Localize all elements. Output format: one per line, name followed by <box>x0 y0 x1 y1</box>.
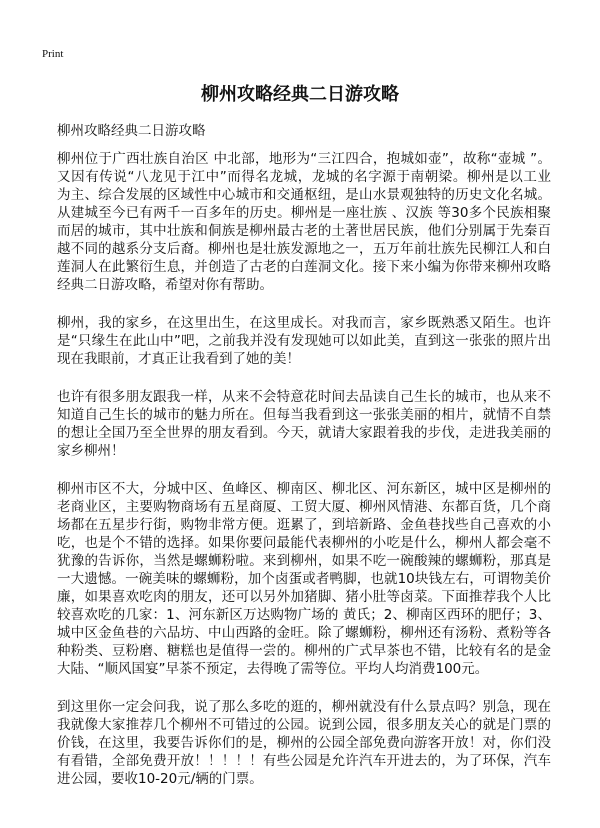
paragraph-line: 场都在五星步行街，购物非常方便。逛累了，到培新路、金鱼巷找些自己喜欢的小 <box>57 517 551 533</box>
paragraph <box>57 388 551 460</box>
paragraph-line: 是“只缘生在此山中”吧，之前我并没有发现她可以如此美，直到这一张张的照片出 <box>57 333 551 349</box>
paragraph-line: 经典二日游攻略，希望对你有帮助。 <box>57 277 273 293</box>
paragraph-line: 柳州，我的家乡，在这里出生，在这里成长。对我而言，家乡既熟悉又陌生。也许 <box>57 315 551 331</box>
paragraph <box>57 150 551 294</box>
page-title: 柳州攻略经典二日游攻略 <box>201 84 399 105</box>
paragraph-line: 价钱，在这里，我要告诉你们的是，柳州的公园全部免费向游客开放！对，你们没 <box>57 735 551 751</box>
paragraph-line: 廉，如果喜欢吃肉的朋友，还可以另外加猪脚、猪小肚等卤菜。下面推荐我个人比 <box>57 589 551 605</box>
paragraph-line: 越不同的越系分支后裔。柳州也是壮族发源地之一，五万年前壮族先民柳江人和白 <box>57 241 551 257</box>
paragraph <box>57 480 551 678</box>
paragraph-line: 有看错，全部免费开放！！！！！有些公园是允许汽车开进去的，为了环保，汽车 <box>57 753 551 769</box>
paragraph-line: 柳州市区不大，分城中区、鱼峰区、柳南区、柳北区、河东新区，城中区是柳州的 <box>57 481 551 497</box>
paragraph-line: 种粉类、豆粉磨、糖糕也是值得一尝的。柳州的广式早茶也不错，比较有名的是金 <box>57 643 551 659</box>
paragraph-line: 老商业区，主要购物商场有五星商厦、工贸大厦、柳州风情港、东都百货，几个商 <box>57 499 551 515</box>
print-link[interactable]: Print <box>42 48 64 60</box>
paragraph-line: 家乡柳州！ <box>57 443 125 459</box>
paragraph-line: 也许有很多朋友跟我一样，从来不会特意花时间去品读自己生长的城市，也从来不 <box>57 389 551 405</box>
paragraph <box>57 314 551 368</box>
paragraph-line: 一大遗憾。一碗美味的螺蛳粉，加个卤蛋或者鸭脚，也就10块钱左右，可谓物美价 <box>57 571 551 587</box>
paragraph-line: 我就像大家推荐几个柳州不可错过的公园。说到公园，很多朋友关心的就是门票的 <box>57 717 551 733</box>
paragraph-line: 进公园，要收10-20元/辆的门票。 <box>57 771 263 787</box>
paragraph-line: 吃，也是个不错的选择。如果你要问最能代表柳州的小吃是什么，柳州人都会毫不 <box>57 535 551 551</box>
paragraph-line: 到这里你一定会问我，说了那么多吃的逛的，柳州就没有什么景点吗？别急，现在 <box>57 699 551 715</box>
paragraph-line: 的想让全国乃至全世界的朋友看到。今天，就请大家跟着我的步伐，走进我美丽的 <box>57 425 551 441</box>
paragraph-line: 城中区金鱼巷的六品坊、中山西路的金旺。除了螺蛳粉，柳州还有汤粉、煮粉等各 <box>57 625 551 641</box>
paragraph-line: 大陆、“顺风国宴”早茶不预定，去得晚了需等位。平均人均消费100元。 <box>57 661 489 677</box>
paragraph-line: 犹豫的告诉你，当然是螺蛳粉啦。来到柳州，如果不吃一碗酸辣的螺蛳粉，那真是 <box>57 553 551 569</box>
paragraph-line: 柳州位于广西壮族自治区 中北部，地形为“三江四合，抱城如壶”，故称“壶城 ”。 <box>57 151 551 167</box>
paragraph-line: 较喜欢吃的几家：1、河东新区万达购物广场的 黄氏；2、柳南区西环的肥仔；3、 <box>57 607 551 623</box>
subtitle: 柳州攻略经典二日游攻略 <box>57 123 206 139</box>
paragraph <box>57 698 551 788</box>
paragraph-line: 现在我眼前，才真正让我看到了她的美！ <box>57 351 300 367</box>
article-body <box>57 150 551 808</box>
paragraph-line: 而居的城市，其中壮族和侗族是柳州最古老的土著世居民族，他们分别属于先秦百 <box>57 223 551 239</box>
paragraph-line: 莲洞人在此繁衍生息，并创造了古老的白莲洞文化。接下来小编为你带来柳州攻略 <box>57 259 551 275</box>
paragraph-line: 为主、综合发展的区域性中心城市和交通枢纽，是山水景观独特的历史文化名城。 <box>57 187 551 203</box>
paragraph-line: 又因有传说“八龙见于江中”而得名龙城，龙城的名字源于南朝梁。柳州是以工业 <box>57 169 551 185</box>
paragraph-line: 从建城至今已有两千一百多年的历史。柳州是一座壮族 、汉族 等30多个民族相聚 <box>57 205 551 221</box>
paragraph-line: 知道自己生长的城市的魅力所在。但每当我看到这一张张美丽的相片，就情不自禁 <box>57 407 551 423</box>
